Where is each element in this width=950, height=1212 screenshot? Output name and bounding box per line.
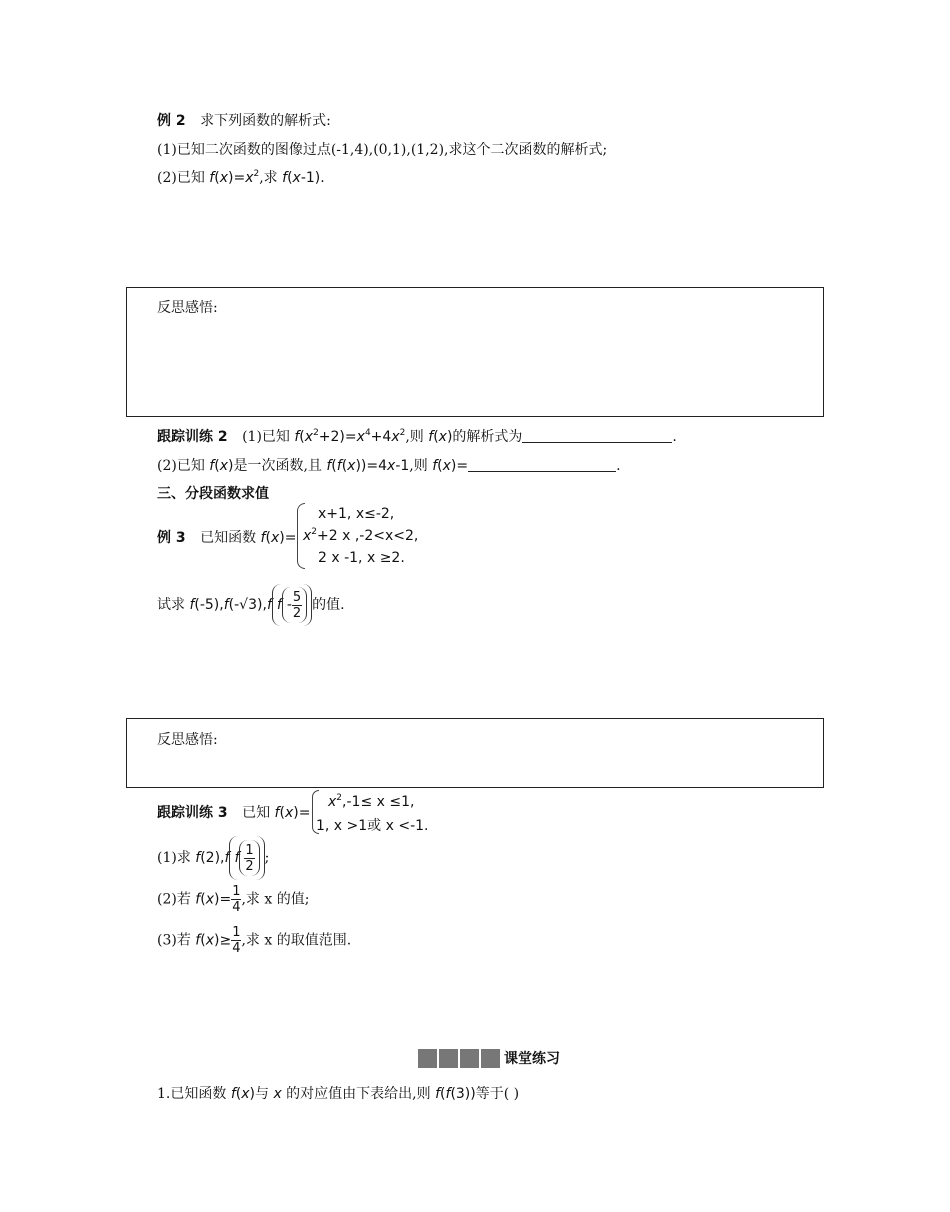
training3-label: 跟踪训练 3 <box>157 805 228 821</box>
example2-part2: (2)已知 $f(x)=x^2$,求 f(x-1). <box>157 169 325 186</box>
answer-blank-1[interactable] <box>522 429 672 443</box>
training3-intro: 跟踪训练 3 已知 f(x)= <box>157 805 311 821</box>
example2-label: 例 2 <box>157 113 186 129</box>
question1: 1.已知函数 f(x)与 x 的对应值由下表给出,则 f(f(3))等于( ) <box>157 1086 520 1102</box>
training2-label: 跟踪训练 2 <box>157 429 228 445</box>
practice-heading <box>418 1048 560 1068</box>
example3-question: 试求 f(-5),f(-√3),f f - $\frac{5}{2}$ 的值. <box>157 584 345 626</box>
training2-part2: (2)已知 f(x)是一次函数,且 f(f(x))=4x-1,则 f(x)= . <box>157 458 621 474</box>
example3-label: 例 3 <box>157 530 186 546</box>
example2-part1: (1)已知二次函数的图像过点(-1,4),(0,1),(1,2),求这个二次函数的解析式; <box>157 142 608 158</box>
heading-decoration-icon <box>481 1049 500 1068</box>
example2-title-line <box>157 110 331 130</box>
reflection-label-1: 反思感悟: <box>157 300 218 316</box>
training3-q1: (1)求 f(2),f f $\frac{1}{2}$ ; <box>157 836 269 880</box>
reflection-box-2 <box>126 718 824 788</box>
training3-case2: 1, x >1或 x <-1. <box>316 818 429 834</box>
heading-decoration-icon <box>439 1049 458 1068</box>
answer-blank-2[interactable] <box>468 458 616 472</box>
section3-title: 三、分段函数求值 <box>157 486 269 502</box>
example3-case3: 2 x -1, x ≥2. <box>318 550 405 566</box>
example3-case1: x+1, x≤-2, <box>318 506 395 522</box>
example3-intro: 例 3 已知函数 f(x)= <box>157 530 297 546</box>
training2-part1: 跟踪训练 2 (1)已知 $f(x^2+2)=x^4+4x^2$,则 f(x)的解析式为 . <box>157 428 677 445</box>
reflection-box-1 <box>126 287 824 417</box>
training3-case1: $x^2,-1\le x \le 1$, <box>328 793 415 810</box>
training3-q2: (2)若 f(x)= $\frac{1}{4}$ ,求 x 的值; <box>157 884 310 915</box>
practice-heading-text: 课堂练习 <box>504 1051 560 1067</box>
heading-decoration-icon <box>460 1049 479 1068</box>
reflection-label-2: 反思感悟: <box>157 732 218 748</box>
example3-case2: $x^2+2$ x ,-2<x<2, <box>303 527 419 544</box>
example2-title: 求下列函数的解析式: <box>200 113 331 129</box>
training3-q3: (3)若 f(x)≥ $\frac{1}{4}$ ,求 x 的取值范围. <box>157 925 352 956</box>
heading-decoration-icon <box>418 1049 437 1068</box>
